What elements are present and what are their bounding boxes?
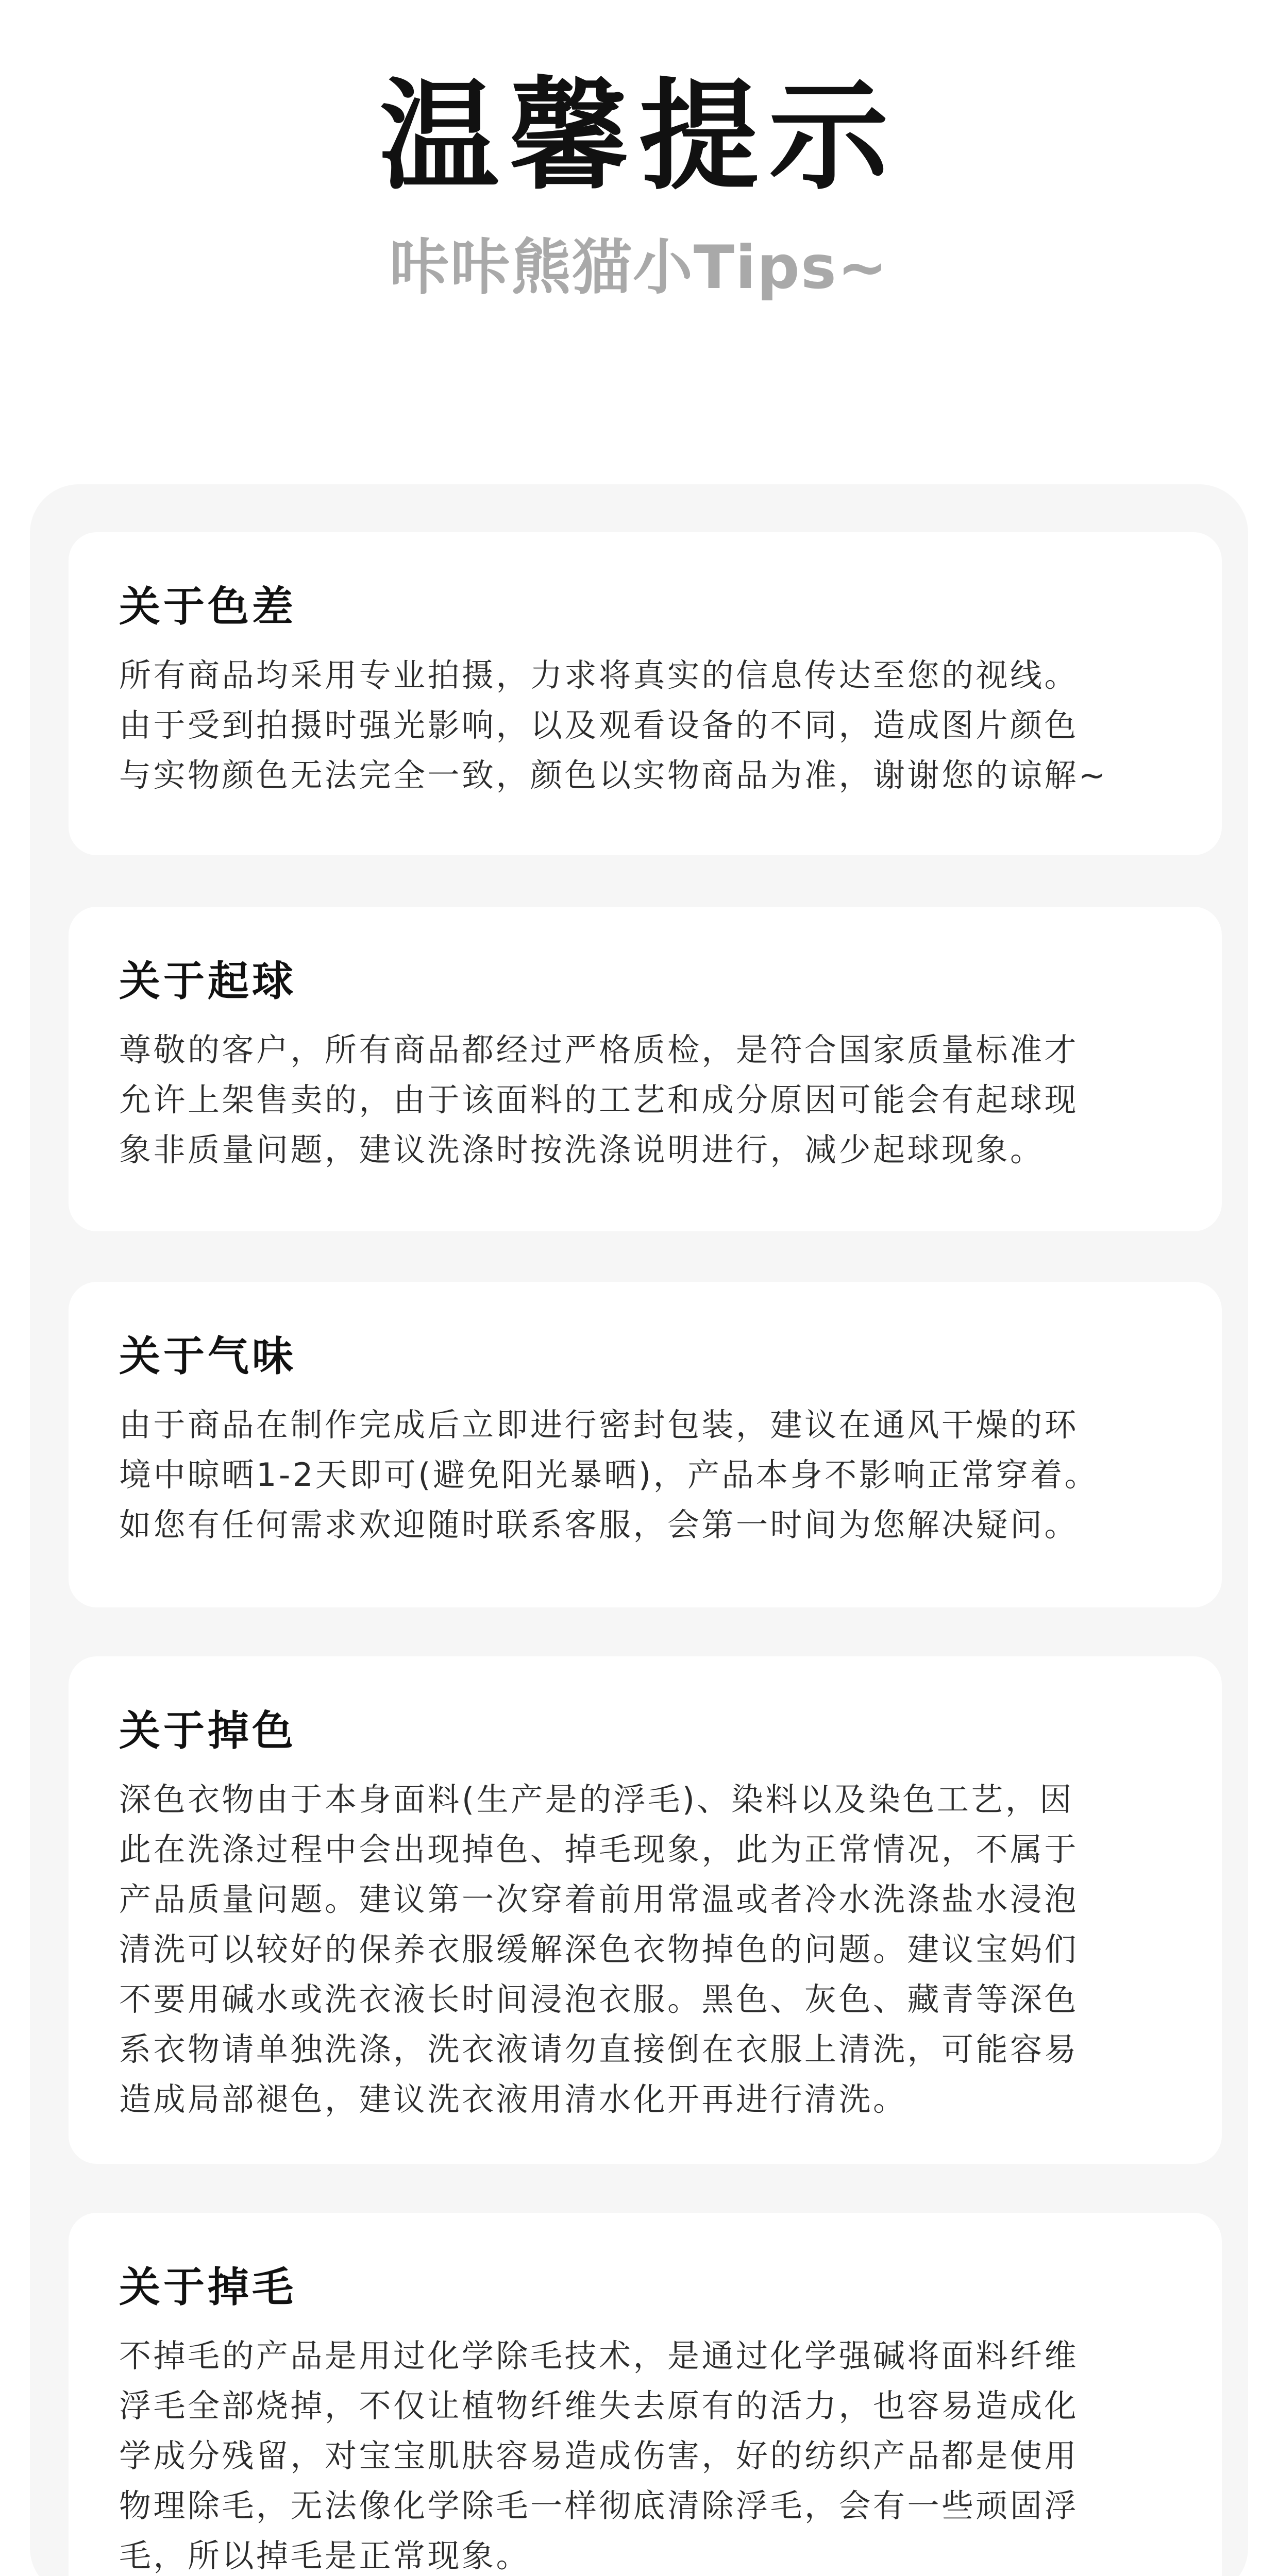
tip-card-color-difference bbox=[69, 532, 1222, 855]
page-title: 温馨提示 bbox=[379, 67, 899, 206]
tip-title: 关于起球 bbox=[119, 957, 296, 1005]
tip-body: 由于商品在制作完成后立即进行密封包装，建议在通风干燥的环 境中晾晒1-2天即可(避免阳光暴晒)，产品本身不影响正常穿着。 如您有任何需求欢迎随时联系客服，会第一时间为您解决疑问。 bbox=[119, 1406, 1099, 1544]
page-subtitle: 咔咔熊猫小Tips~ bbox=[389, 233, 889, 302]
page-header bbox=[0, 0, 1278, 392]
tip-title: 关于气味 bbox=[119, 1332, 296, 1380]
tip-body: 尊敬的客户，所有商品都经过严格质检，是符合国家质量标准才 允许上架售卖的，由于该面料的工艺和成分原因可能会有起球现 象非质量问题，建议洗涤时按洗涤说明进行，减少起球现象。 bbox=[119, 1031, 1079, 1168]
tip-body: 深色衣物由于本身面料(生产是的浮毛)、染料以及染色工艺，因 此在洗涤过程中会出现掉色、掉毛现象，此为正常情况，不属于 产品质量问题。建议第一次穿着前用常温或者冷水洗涤盐水浸泡 清洗可以较好的保养衣服缓解深色衣物掉色的问题。建议宝妈们 不要用碱水或洗衣液长时间浸泡衣服。黑色、灰色、藏青等深色 系衣物请单独洗涤，洗衣液请勿直接倒在衣服上清洗，可能容易 造成局部褪色，建议洗衣液用清水化开再进行清洗。 bbox=[119, 1781, 1079, 2118]
tip-title: 关于色差 bbox=[119, 583, 296, 631]
tip-card-pilling bbox=[69, 907, 1222, 1231]
tip-title: 关于掉毛 bbox=[119, 2263, 296, 2311]
tip-card-shedding bbox=[69, 2213, 1222, 2576]
tip-card-odor bbox=[69, 1282, 1222, 1607]
tip-title: 关于掉色 bbox=[119, 1707, 296, 1755]
tip-body: 所有商品均采用专业拍摄，力求将真实的信息传达至您的视线。 由于受到拍摄时强光影响，以及观看设备的不同，造成图片颜色 与实物颜色无法完全一致，颜色以实物商品为准，谢谢您的谅解~ bbox=[119, 656, 1108, 794]
tip-card-fading bbox=[69, 1656, 1222, 2164]
tips-panel bbox=[30, 484, 1248, 2576]
tip-body: 不掉毛的产品是用过化学除毛技术，是通过化学强碱将面料纤维 浮毛全部烧掉，不仅让植物纤维失去原有的活力，也容易造成化 学成分残留，对宝宝肌肤容易造成伤害，好的纺织产品都是使用 物理除毛，无法像化学除毛一样彻底清除浮毛，会有一些顽固浮 毛，所以掉毛是正常现象。 bbox=[119, 2337, 1079, 2574]
